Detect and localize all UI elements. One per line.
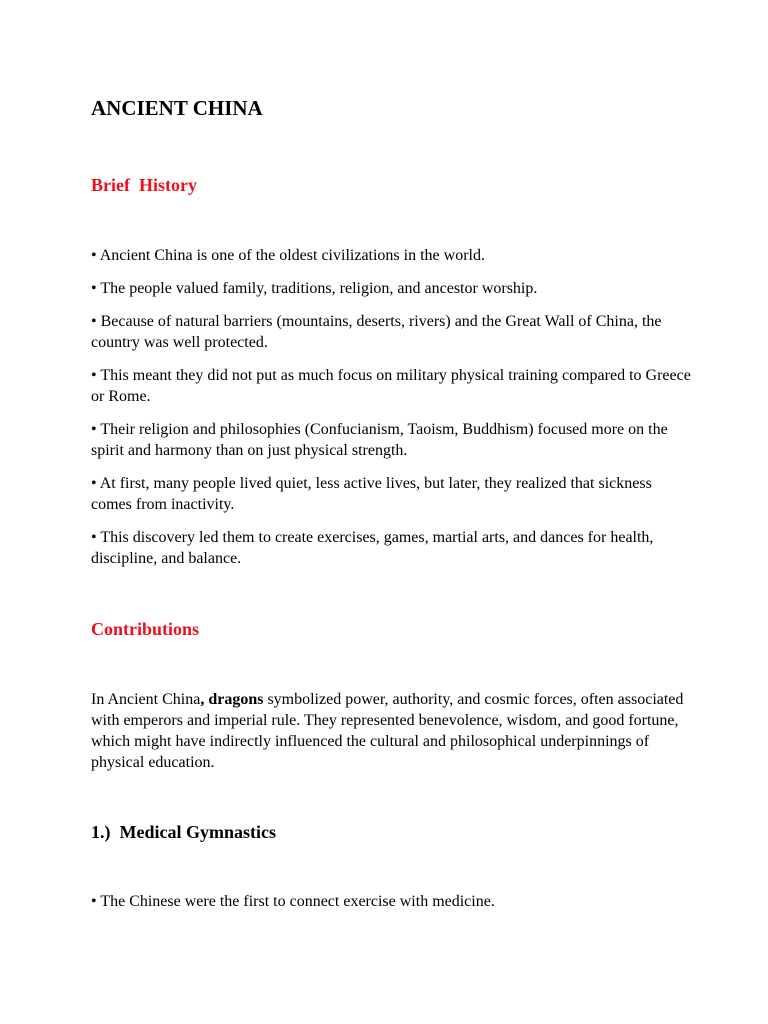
section-heading-brief-history: Brief History [91,175,197,195]
list-item: • The Chinese were the first to connect exercise with medicine. [91,893,495,910]
document-body [91,94,691,912]
paragraph-text: symbolized power, authority, and cosmic forces, often associated with emperors and imperial rule. They represented benevolence, wisdom, and good fortune, which might have indirectly influenced the cultural and philosophical underpinnings of physical education. [91,691,684,771]
section-heading-contributions: Contributions [91,619,200,639]
paragraph-bold-term: , dragons [200,691,264,708]
list-item: • At first, many people lived quiet, less active lives, but later, they realized that sickness comes from inactivity. [91,475,652,513]
section-heading-medical-gymnastics: 1.) Medical Gymnastics [91,822,276,842]
list-item: • Ancient China is one of the oldest civilizations in the world. [91,247,485,264]
list-item: • Because of natural barriers (mountains, deserts, rivers) and the Great Wall of China, the country was well protected. [91,313,662,351]
list-item: • This meant they did not put as much focus on military physical training compared to Greece or Rome. [91,367,691,405]
medical-gymnastics-list [91,891,691,912]
brief-history-list [91,245,691,569]
list-item: • Their religion and philosophies (Confucianism, Taoism, Buddhism) focused more on the spirit and harmony than on just physical strength. [91,421,668,459]
contributions-paragraph [91,689,691,773]
list-item: • This discovery led them to create exercises, games, martial arts, and dances for health, discipline, and balance. [91,529,654,567]
page-title: ANCIENT CHINA [91,96,263,120]
list-item: • The people valued family, traditions, religion, and ancestor worship. [91,280,538,297]
paragraph-text: In Ancient China [91,691,201,708]
